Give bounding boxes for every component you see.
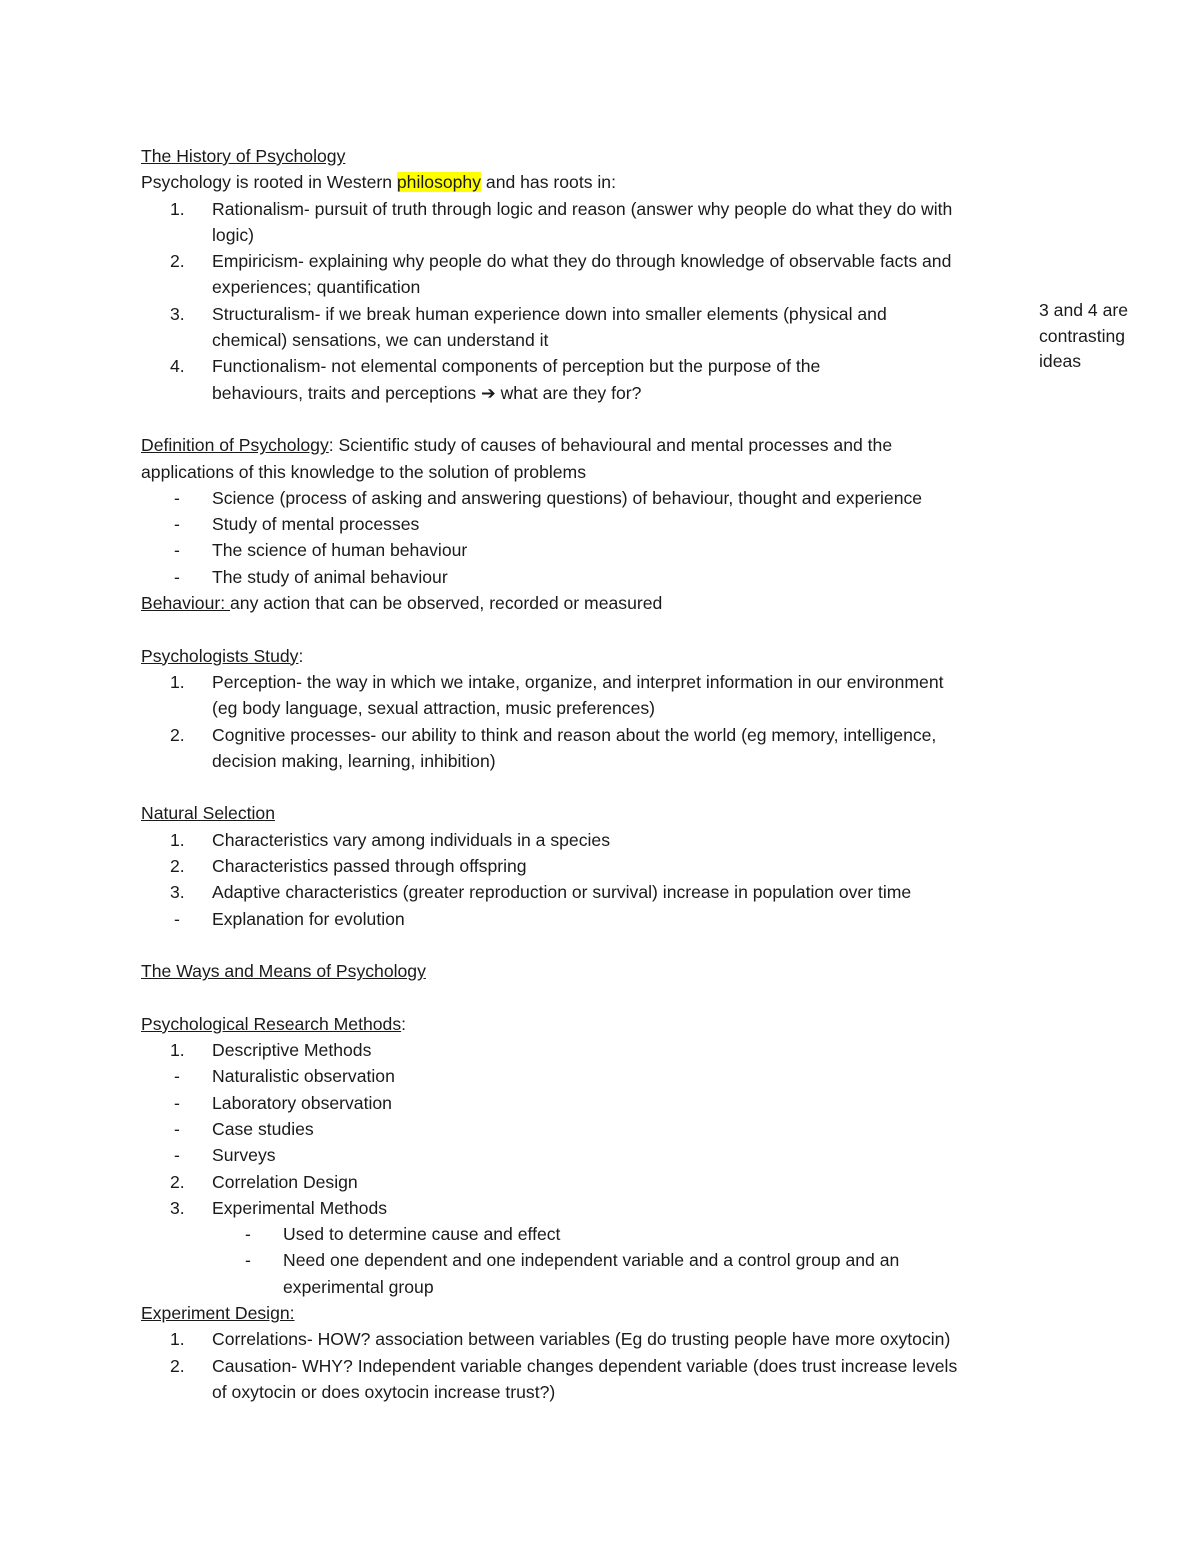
list-item: 3. Adaptive characteristics (greater reproduction or survival) increase in population over time: [170, 882, 912, 903]
sub-bullet-continuation: experimental group: [283, 1276, 434, 1297]
arrow-icon: ➔: [480, 382, 496, 403]
document-page: [141, 143, 1051, 1405]
list-item-continuation: chemical) sensations, we can understand it: [212, 330, 549, 351]
study-heading: Psychologists Study:: [141, 645, 304, 666]
list-item: 3. Structuralism- if we break human experience down into smaller elements (physical and: [170, 303, 887, 324]
bullet-item: - Naturalistic observation: [174, 1066, 395, 1087]
list-item: 2. Characteristics passed through offspring: [170, 856, 527, 877]
list-item-continuation: of oxytocin or does oxytocin increase trust?): [212, 1381, 556, 1402]
list-item: 2. Cognitive processes- our ability to think and reason about the world (eg memory, intelligence,: [170, 724, 937, 745]
bullet-item: - Case studies: [174, 1118, 314, 1139]
list-item-continuation: logic): [212, 224, 255, 245]
list-item: 1. Perception- the way in which we intake, organize, and interpret information in our environment: [170, 671, 944, 692]
definition-continuation: applications of this knowledge to the solution of problems: [141, 461, 586, 482]
margin-comment: 3 and 4 are contrasting ideas: [1039, 300, 1129, 372]
list-item: 1. Characteristics vary among individuals in a species: [170, 829, 610, 850]
list-item: 3. Experimental Methods: [170, 1197, 388, 1218]
bullet-item: - Study of mental processes: [174, 514, 420, 535]
bullet-item: - Laboratory observation: [174, 1092, 392, 1113]
bullet-item: - Science (process of asking and answering questions) of behaviour, thought and experience: [174, 487, 923, 508]
list-item: 2. Empiricism- explaining why people do what they do through knowledge of observable facts and: [170, 251, 952, 272]
natural-selection-heading: Natural Selection: [141, 803, 275, 824]
bullet-item: - Explanation for evolution: [174, 908, 405, 929]
research-heading: Psychological Research Methods:: [141, 1013, 407, 1034]
list-item-continuation: behaviours, traits and perceptions ➔ what are they for?: [212, 382, 642, 403]
history-heading: The History of Psychology: [141, 146, 346, 166]
list-item: 1. Rationalism- pursuit of truth through logic and reason (answer why people do what they do with: [170, 198, 953, 219]
highlighted-word: philosophy: [396, 172, 482, 193]
definition-label: Definition of Psychology: [141, 435, 329, 456]
sub-bullet-item: - Used to determine cause and effect: [245, 1224, 561, 1245]
sub-bullet-item: - Need one dependent and one independent variable and a control group and an: [245, 1250, 900, 1271]
bullet-item: - The study of animal behaviour: [174, 566, 448, 587]
list-item-continuation: experiences; quantification: [212, 277, 421, 298]
experiment-heading: Experiment Design:: [141, 1303, 295, 1324]
list-item-continuation: decision making, learning, inhibition): [212, 750, 496, 771]
bullet-item: - The science of human behaviour: [174, 540, 468, 561]
list-item-continuation: (eg body language, sexual attraction, music preferences): [212, 698, 656, 719]
behaviour-line: Behaviour: any action that can be observed, recorded or measured: [141, 593, 663, 614]
list-item: 1. Correlations- HOW? association between variables (Eg do trusting people have more oxytocin): [170, 1329, 951, 1350]
behaviour-label: Behaviour:: [141, 593, 230, 614]
definition-line: Definition of Psychology: Scientific study of causes of behavioural and mental processes and the: [141, 435, 893, 456]
bullet-item: - Surveys: [174, 1145, 276, 1166]
list-item: 2. Causation- WHY? Independent variable changes dependent variable (does trust increase levels: [170, 1355, 958, 1376]
list-item: 1. Descriptive Methods: [170, 1040, 372, 1061]
list-item: 2. Correlation Design: [170, 1171, 358, 1192]
history-intro: Psychology is rooted in Western philosophy and has roots in:: [141, 172, 616, 193]
list-item: 4. Functionalism- not elemental components of perception but the purpose of the: [170, 356, 821, 377]
ways-heading: The Ways and Means of Psychology: [141, 961, 426, 982]
